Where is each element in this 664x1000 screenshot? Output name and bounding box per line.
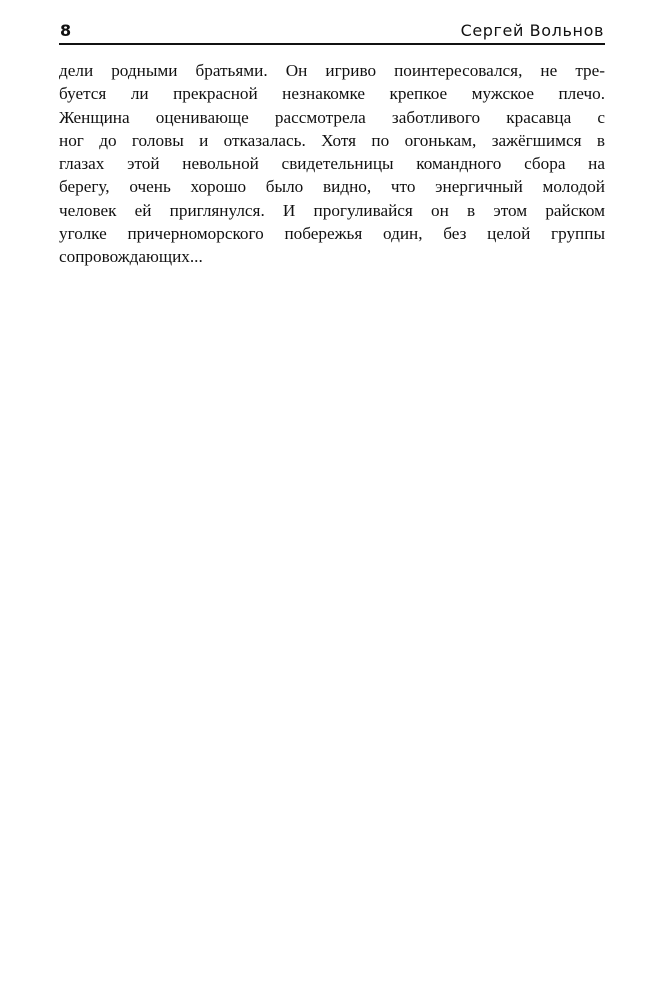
author-name: Сергей Вольнов xyxy=(460,21,604,40)
text-line: глазах этой невольной свидетельницы командного сбора на xyxy=(59,154,605,174)
body-paragraph xyxy=(59,59,605,269)
text-line: дели родными братьями. Он игриво поинтересовался, не тре- xyxy=(59,61,605,80)
page-number: 8 xyxy=(60,21,72,40)
text-line: буется ли прекрасной незнакомке крепкое мужское плечо. xyxy=(59,84,605,104)
text-line: уголке причерноморского побережья один, без целой группы xyxy=(59,224,605,244)
text-line: ног до головы и отказалась. Хотя по огонькам, зажёгшимся в xyxy=(59,130,605,150)
text-line: сопровождающих... xyxy=(59,247,203,267)
running-head xyxy=(59,20,605,45)
text-line: Женщина оценивающе рассмотрела заботливого красавца с xyxy=(59,107,605,127)
text-line: человек ей приглянулся. И прогуливайся он в этом райском xyxy=(59,200,605,220)
text-line: берегу, очень хорошо было видно, что энергичный молодой xyxy=(59,177,605,197)
book-page xyxy=(59,20,605,269)
